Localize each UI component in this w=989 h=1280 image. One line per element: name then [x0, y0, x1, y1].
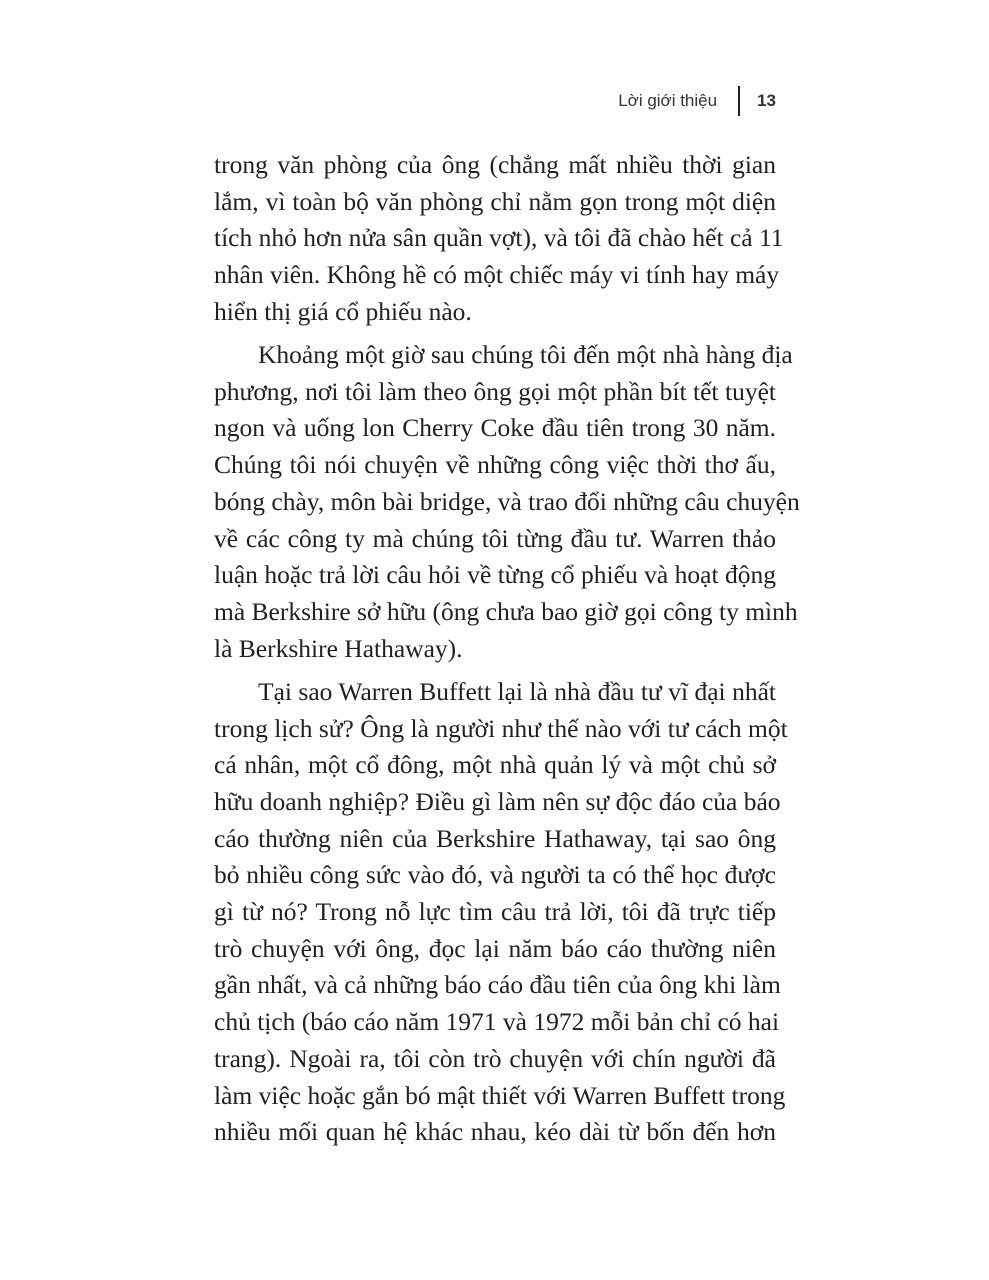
text-line: mà Berkshire sở hữu (ông chưa bao giờ gọi công ty mình — [214, 596, 798, 626]
text-line: hữu doanh nghiệp? Điều gì làm nên sự độc đáo của báo — [214, 786, 781, 816]
text-line: là Berkshire Hathaway). — [214, 633, 463, 663]
text-line: gì từ nó? Trong nỗ lực tìm câu trả lời, tôi đã trực tiếp — [214, 897, 776, 927]
text-line: trong văn phòng của ông (chẳng mất nhiều thời gian — [214, 150, 776, 179]
text-line: gần nhất, và cả những báo cáo đầu tiên của ông khi làm — [214, 970, 781, 1000]
text-line: nhân viên. Không hề có một chiếc máy vi tính hay máy — [214, 260, 780, 290]
text-line: tích nhỏ hơn nửa sân quần vợt), và tôi đã chào hết cả 11 — [214, 223, 784, 253]
text-line: bóng chày, môn bài bridge, và trao đổi những câu chuyện — [214, 486, 800, 516]
text-line: Chúng tôi nói chuyện về những công việc thời thơ ấu, — [214, 450, 776, 480]
text-line: nhiều mối quan hệ khác nhau, kéo dài từ bốn đến hơn — [214, 1117, 776, 1147]
text-line: chủ tịch (báo cáo năm 1971 và 1972 mỗi bản chỉ có hai — [214, 1007, 780, 1037]
text-line: hiển thị giá cổ phiếu nào. — [214, 296, 472, 326]
text-line: ngon và uống lon Cherry Coke đầu tiên trong 30 năm. — [214, 413, 776, 443]
running-header — [618, 86, 776, 116]
text-line: lắm, vì toàn bộ văn phòng chỉ nằm gọn trong một diện — [214, 186, 776, 216]
paragraph — [214, 147, 784, 331]
text-line: về các công ty mà chúng tôi từng đầu tư. Warren thảo — [214, 523, 776, 553]
text-line: cá nhân, một cổ đông, một nhà quản lý và một chủ sở — [214, 750, 776, 780]
text-line: bỏ nhiều công sức vào đó, và người ta có thể học được — [214, 860, 776, 890]
text-line: trang). Ngoài ra, tôi còn trò chuyện với chín người đã — [214, 1043, 776, 1073]
paragraph — [214, 674, 788, 1151]
text-line: làm việc hoặc gắn bó mật thiết với Warren Buffett trong — [214, 1080, 786, 1110]
paragraph — [214, 337, 800, 667]
section-title: Lời giới thiệu — [618, 91, 718, 110]
page-body — [214, 147, 800, 1157]
text-line: trò chuyện với ông, đọc lại năm báo cáo thường niên — [214, 933, 776, 963]
text-line: Tại sao Warren Buffett lại là nhà đầu tư vĩ đại nhất — [258, 676, 776, 706]
text-line: cáo thường niên của Berkshire Hathaway, tại sao ông — [214, 823, 776, 853]
text-line: phương, nơi tôi làm theo ông gọi một phần bít tết tuyệt — [214, 376, 776, 406]
text-line: luận hoặc trả lời câu hỏi về từng cổ phiếu và hoạt động — [214, 560, 776, 590]
text-line: Khoảng một giờ sau chúng tôi đến một nhà hàng địa — [258, 340, 793, 370]
header-divider — [738, 86, 740, 116]
page-number: 13 — [757, 91, 776, 110]
text-line: trong lịch sử? Ông là người như thế nào với tư cách một — [214, 713, 788, 743]
